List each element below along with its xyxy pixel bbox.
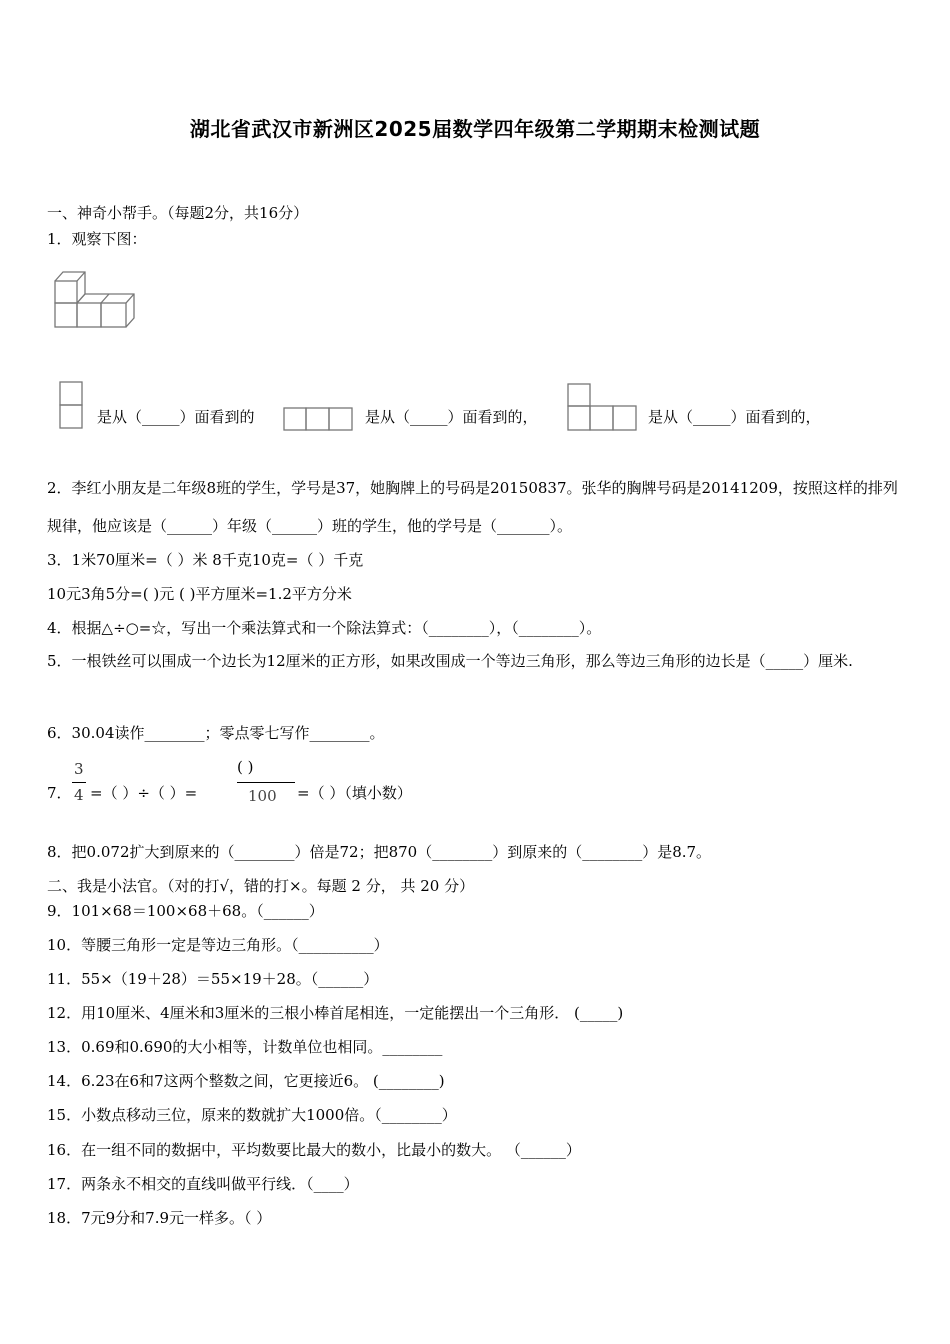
judgment-item: 17．两条永不相交的直线叫做平行线．（____）: [47, 1175, 359, 1193]
page-title: 湖北省武汉市新洲区2025届数学四年级第二学期期末检测试题: [189, 117, 761, 141]
views-row: [50, 372, 900, 432]
q7-number: 7．: [47, 784, 72, 802]
question-8: 8．把0.072扩大到原来的（________）倍是72；把870（________）到原来的（________）是8.7。: [47, 843, 712, 861]
q7-fraction-bar-1: [72, 782, 86, 783]
judgment-item: 10．等腰三角形一定是等边三角形。（__________）: [47, 936, 389, 954]
q7-denominator: 4: [74, 786, 84, 804]
judgment-item: 18．7元9分和7.9元一样多。（ ）: [47, 1209, 272, 1227]
judgment-item: 15．小数点移动三位，原来的数就扩大1000倍。（________）: [47, 1106, 457, 1124]
q7-hundred: 100: [248, 787, 277, 805]
section-heading-2: 二、我是小法官。（对的打√，错的打×。每题 2 分， 共 20 分）: [47, 877, 475, 895]
q7-paren-numerator: ( ): [237, 758, 254, 776]
question-6: 6．30.04读作________；零点零七写作________。: [47, 724, 385, 742]
question-4: 4．根据△÷○=☆，写出一个乘法算式和一个除法算式：（________），（________）。: [47, 619, 602, 637]
view-label-2: 是从（_____）面看到的，: [365, 408, 538, 426]
judgment-item: 16．在一组不同的数据中，平均数要比最大的数小，比最小的数大。 （______）: [47, 1141, 581, 1159]
view-figure-side: [58, 380, 84, 430]
judgment-item: 12．用10厘米、4厘米和3厘米的三根小棒首尾相连，一定能摆出一个三角形． (_____): [47, 1004, 624, 1022]
judgment-item: 9．101×68＝100×68＋68。（______）: [47, 902, 324, 920]
judgment-item: 14．6.23在6和7这两个整数之间，它更接近6。 (________): [47, 1072, 445, 1090]
view-label-1: 是从（_____）面看到的: [97, 408, 255, 426]
question-1-stem: 1．观察下图：: [47, 230, 147, 248]
question-5: 5．一根铁丝可以围成一个边长为12厘米的正方形，如果改围成一个等边三角形，那么等边三角形的边长是（_____）厘米.: [47, 652, 853, 670]
judgment-item: 11．55×（19＋28）＝55×19＋28。（______）: [47, 970, 379, 988]
judgment-item: 13．0.69和0.690的大小相等，计数单位也相同。________: [47, 1038, 443, 1056]
view-figure-front: [566, 382, 638, 432]
q7-numerator: 3: [74, 760, 84, 778]
cube-figure: [50, 268, 140, 330]
q7-fraction-bar-2: [237, 782, 295, 783]
q7-expression-part-2: =（ ）（填小数）: [297, 784, 412, 802]
question-3b: 10元3角5分=( )元 ( )平方厘米=1.2平方分米: [47, 585, 352, 603]
question-3a: 3．1米70厘米=（ ）米 8千克10克=（ ）千克: [47, 551, 364, 569]
view-label-3: 是从（_____）面看到的，: [648, 408, 821, 426]
question-7: [47, 758, 507, 808]
question-2: 2．李红小朋友是二年级8班的学生，学号是37，她胸牌上的号码是20150837。张华的胸牌号码是20141209，按照这样的排列规律，他应该是（______）年级（______）班的学生，他的学号是（_______）。: [47, 479, 898, 535]
section-heading-1: 一、神奇小帮手。（每题2分，共16分）: [47, 204, 309, 222]
view-figure-top: [282, 406, 354, 432]
q7-expression-part-1: =（ ）÷（ ）=: [90, 784, 198, 802]
